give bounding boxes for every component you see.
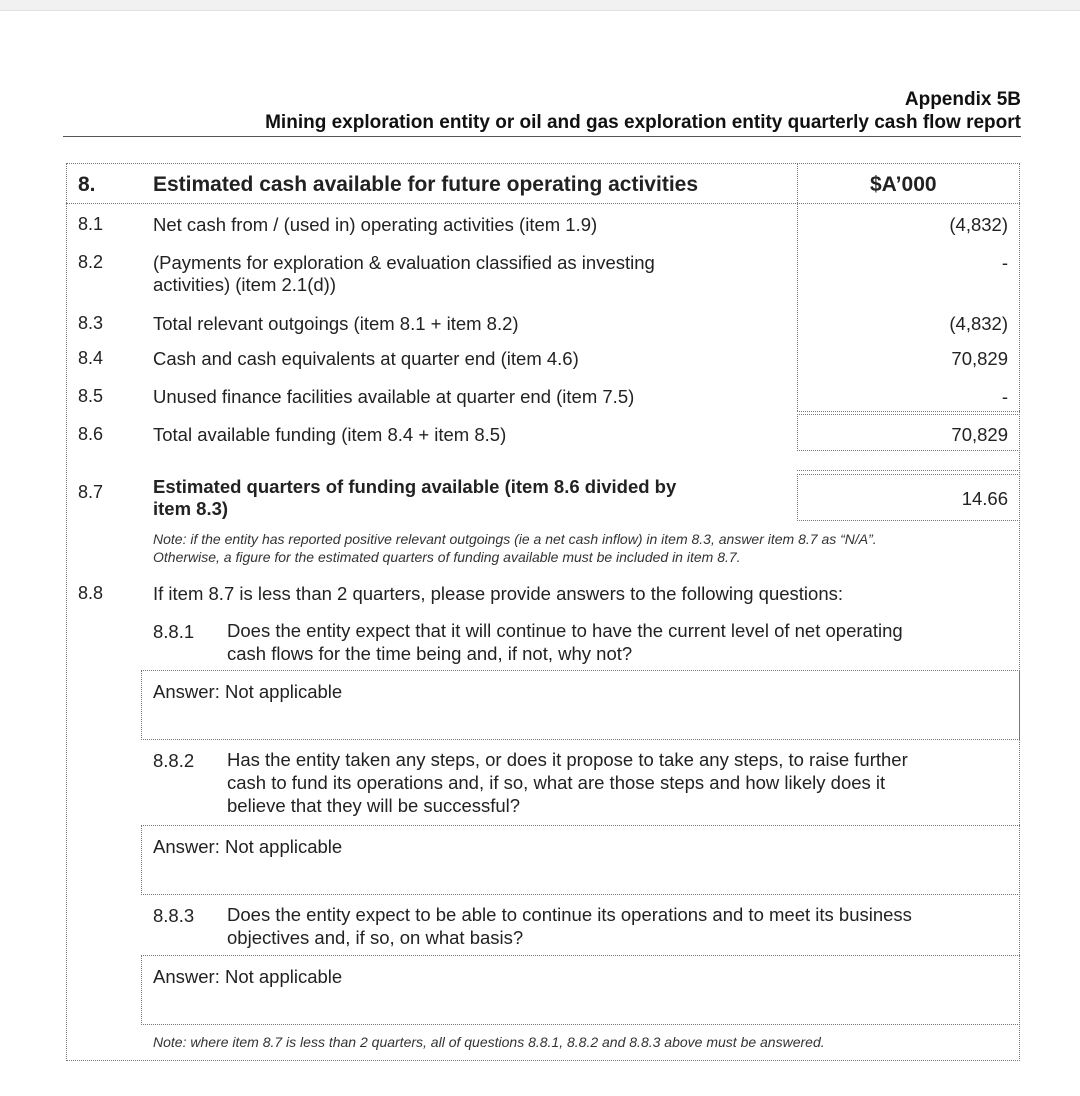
- answer-text: Answer: Not applicable: [153, 836, 343, 857]
- question-line: believe that they will be successful?: [227, 795, 521, 816]
- row-label: [153, 252, 655, 296]
- note-line: Note: if the entity has reported positive relevant outgoings (ie a net cash inflow) in item 8.3, answer item 8.7 as “N/A”.: [153, 531, 877, 547]
- question-line: Does the entity expect to be able to continue its operations and to meet its business: [227, 904, 912, 925]
- row-number: 8.3: [78, 313, 104, 333]
- section-title: Estimated cash available for future operating activities: [153, 173, 699, 196]
- note-line: Otherwise, a figure for the estimated quarters of funding available must be included in item 8.7.: [153, 549, 741, 565]
- row-number: 8.8: [78, 583, 104, 603]
- row-label: Net cash from / (used in) operating activities (item 1.9): [153, 214, 598, 235]
- row-label: Unused finance facilities available at quarter end (item 7.5): [153, 386, 635, 407]
- row-number: 8.5: [78, 386, 104, 406]
- row-value: 14.66: [961, 488, 1008, 509]
- row-value: -: [1001, 252, 1008, 273]
- question-number: 8.8.1: [153, 621, 195, 642]
- row-number: 8.1: [78, 214, 104, 234]
- row-label-line: activities) (item 2.1(d)): [153, 274, 336, 295]
- header-divider: [66, 203, 1020, 204]
- row-label: Total relevant outgoings (item 8.1 + item 8.2): [153, 313, 519, 334]
- row-value: 70,829: [951, 348, 1008, 369]
- note-8-7: [153, 530, 877, 566]
- row-label-line: item 8.3): [153, 498, 229, 519]
- question-number: 8.8.2: [153, 750, 195, 771]
- row-value: 70,829: [951, 424, 1008, 445]
- unit-header: $A’000: [870, 173, 937, 196]
- total-top-rule: [797, 411, 1020, 412]
- answer-text: Answer: Not applicable: [153, 966, 343, 987]
- footer-note: Note: where item 8.7 is less than 2 quarters, all of questions 8.8.1, 8.8.2 and 8.8.3 above must be answered.: [153, 1034, 825, 1050]
- question-line: Does the entity expect that it will continue to have the current level of net operating: [227, 620, 903, 641]
- row-number: 8.7: [78, 482, 104, 502]
- row-value: -: [1001, 386, 1008, 407]
- question-number: 8.8.3: [153, 905, 195, 926]
- row-value: (4,832): [949, 313, 1008, 334]
- row-label: If item 8.7 is less than 2 quarters, please provide answers to the following questions:: [153, 583, 844, 604]
- appendix-title: Appendix 5B: [904, 89, 1021, 110]
- quarters-top-rule: [797, 470, 1020, 471]
- question-text: [227, 748, 908, 817]
- row-label: [153, 476, 676, 520]
- row-label: Cash and cash equivalents at quarter end (item 4.6): [153, 348, 579, 369]
- row-number: 8.4: [78, 348, 104, 368]
- viewer-top-bar: [0, 0, 1080, 11]
- question-text: [227, 903, 912, 949]
- row-label: Total available funding (item 8.4 + item 8.5): [153, 424, 507, 445]
- answer-text: Answer: Not applicable: [153, 681, 343, 702]
- row-label-line: (Payments for exploration & evaluation classified as investing: [153, 252, 655, 273]
- row-value: (4,832): [949, 214, 1008, 235]
- question-line: Has the entity taken any steps, or does it propose to take any steps, to raise further: [227, 749, 908, 770]
- row-number: 8.6: [78, 424, 104, 444]
- value-column-divider: [797, 163, 798, 411]
- question-line: cash flows for the time being and, if not, why not?: [227, 643, 633, 664]
- question-line: objectives and, if so, on what basis?: [227, 927, 524, 948]
- section-number: 8.: [78, 173, 96, 196]
- header-rule: [63, 136, 1021, 137]
- report-subtitle: Mining exploration entity or oil and gas exploration entity quarterly cash flow report: [265, 112, 1021, 133]
- question-line: cash to fund its operations and, if so, what are those steps and how likely does it: [227, 772, 886, 793]
- question-text: [227, 619, 903, 665]
- row-number: 8.2: [78, 252, 104, 272]
- row-label-line: Estimated quarters of funding available (item 8.6 divided by: [153, 476, 677, 497]
